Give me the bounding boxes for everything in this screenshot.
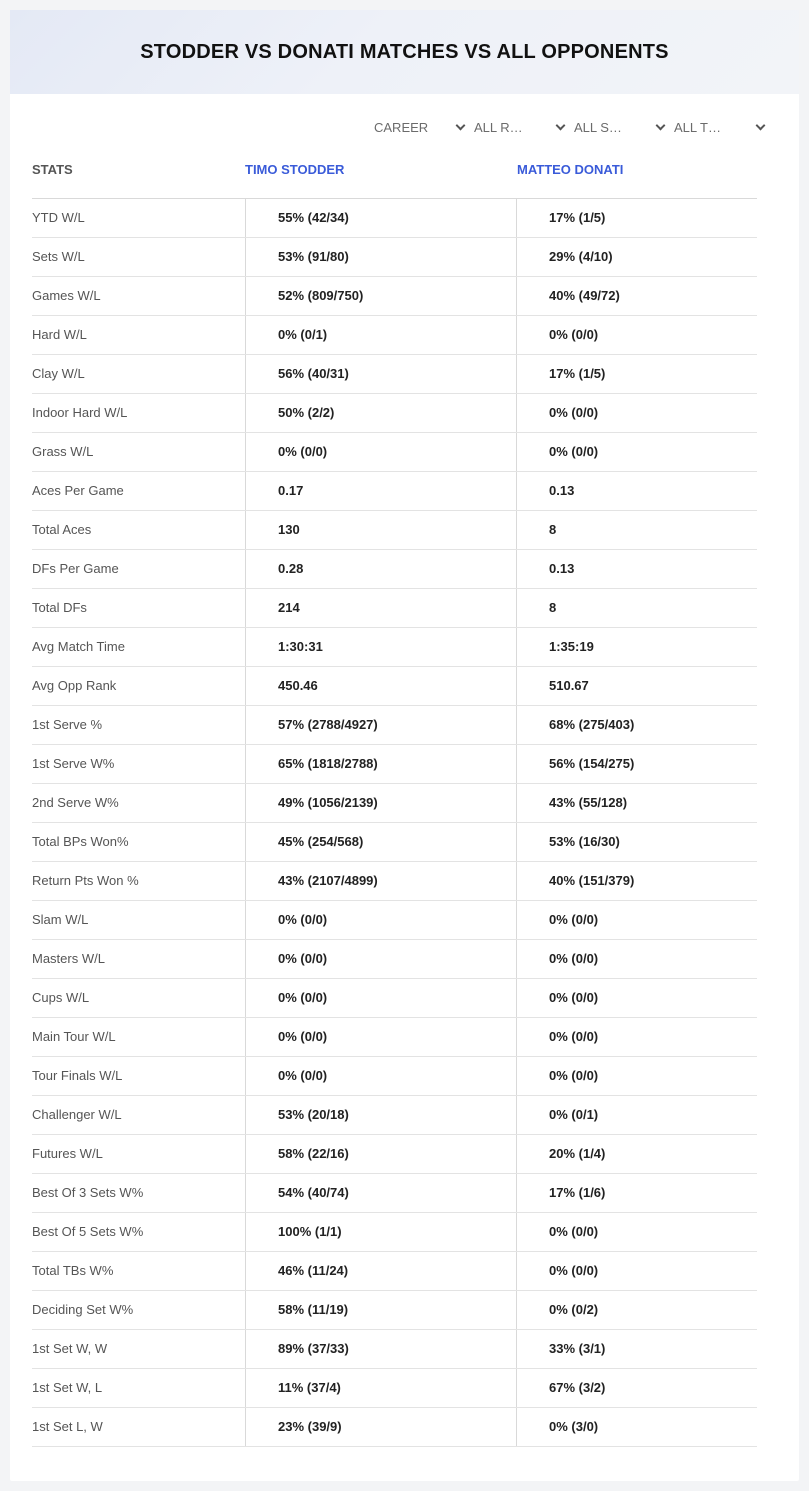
tournament-select-value: ALL T… <box>674 119 721 135</box>
round-select[interactable] <box>474 117 574 137</box>
stat-label: Best Of 3 Sets W% <box>32 1185 144 1200</box>
stat-label: Best Of 5 Sets W% <box>32 1224 144 1239</box>
surface-select-value: ALL S… <box>574 119 622 135</box>
player1-value: 56% (40/31) <box>245 355 517 393</box>
stat-label: Grass W/L <box>32 444 94 459</box>
stat-label: YTD W/L <box>32 210 85 225</box>
player2-value: 8 <box>516 589 757 627</box>
chevron-down-icon <box>656 120 666 130</box>
player1-value: 50% (2/2) <box>245 394 517 432</box>
table-row <box>32 940 757 979</box>
player1-value: 57% (2788/4927) <box>245 706 517 744</box>
table-row <box>32 1408 757 1447</box>
stat-label: Sets W/L <box>32 249 85 264</box>
player1-value: 58% (22/16) <box>245 1135 517 1173</box>
chevron-down-icon <box>756 120 766 130</box>
player2-value: 17% (1/6) <box>516 1174 757 1212</box>
stat-label: Aces Per Game <box>32 483 124 498</box>
player1-value: 23% (39/9) <box>245 1408 517 1446</box>
player2-value: 510.67 <box>516 667 757 705</box>
table-row <box>32 433 757 472</box>
player1-value: 54% (40/74) <box>245 1174 517 1212</box>
stat-label: Futures W/L <box>32 1146 103 1161</box>
table-row <box>32 979 757 1018</box>
table-row <box>32 901 757 940</box>
player2-value: 17% (1/5) <box>516 355 757 393</box>
table-row <box>32 862 757 901</box>
table-row <box>32 199 757 238</box>
table-header <box>32 160 757 198</box>
stat-label: Challenger W/L <box>32 1107 122 1122</box>
stat-label: 1st Serve W% <box>32 756 115 771</box>
table-row <box>32 1330 757 1369</box>
stat-label: Cups W/L <box>32 990 90 1005</box>
stat-label: Clay W/L <box>32 366 85 381</box>
table-row <box>32 1213 757 1252</box>
surface-select[interactable] <box>574 117 674 137</box>
player2-value: 0.13 <box>516 472 757 510</box>
table-row <box>32 1252 757 1291</box>
chevron-down-icon <box>556 120 566 130</box>
player1-value: 46% (11/24) <box>245 1252 517 1290</box>
stat-label: Total Aces <box>32 522 92 537</box>
stat-label: Games W/L <box>32 288 101 303</box>
player2-value: 40% (151/379) <box>516 862 757 900</box>
column-header-stats: STATS <box>32 162 73 177</box>
player2-value: 0% (0/0) <box>516 1213 757 1251</box>
player1-value: 0% (0/0) <box>245 901 517 939</box>
stat-label: Masters W/L <box>32 951 105 966</box>
player1-value: 11% (37/4) <box>245 1369 517 1407</box>
player2-value: 29% (4/10) <box>516 238 757 276</box>
table-row <box>32 355 757 394</box>
player1-value: 214 <box>245 589 517 627</box>
stat-label: 1st Set W, W <box>32 1341 108 1356</box>
stat-label: Hard W/L <box>32 327 87 342</box>
player2-value: 56% (154/275) <box>516 745 757 783</box>
table-row <box>32 1057 757 1096</box>
round-select-value: ALL R… <box>474 119 523 135</box>
player2-value: 20% (1/4) <box>516 1135 757 1173</box>
player1-value: 55% (42/34) <box>245 199 517 237</box>
player2-value: 8 <box>516 511 757 549</box>
player2-value: 17% (1/5) <box>516 199 757 237</box>
player1-value: 130 <box>245 511 517 549</box>
player2-value: 0% (0/0) <box>516 979 757 1017</box>
player2-value: 68% (275/403) <box>516 706 757 744</box>
player2-value: 0% (0/0) <box>516 433 757 471</box>
player1-value: 0% (0/0) <box>245 1057 517 1095</box>
stats-table <box>32 198 757 1447</box>
player2-value: 0% (0/1) <box>516 1096 757 1134</box>
table-row <box>32 472 757 511</box>
player1-value: 49% (1056/2139) <box>245 784 517 822</box>
table-row <box>32 745 757 784</box>
player1-value: 0.17 <box>245 472 517 510</box>
table-row <box>32 784 757 823</box>
table-row <box>32 1174 757 1213</box>
stat-label: Deciding Set W% <box>32 1302 134 1317</box>
stat-label: Avg Opp Rank <box>32 678 117 693</box>
tournament-select[interactable] <box>674 117 774 137</box>
table-row <box>32 511 757 550</box>
table-row <box>32 706 757 745</box>
player2-value: 43% (55/128) <box>516 784 757 822</box>
player1-value: 65% (1818/2788) <box>245 745 517 783</box>
player2-value: 0% (3/0) <box>516 1408 757 1446</box>
player2-value: 0% (0/0) <box>516 316 757 354</box>
player1-value: 0% (0/0) <box>245 1018 517 1056</box>
table-row <box>32 394 757 433</box>
player2-value: 0% (0/0) <box>516 940 757 978</box>
table-row <box>32 238 757 277</box>
stat-label: 1st Set L, W <box>32 1419 103 1434</box>
player1-value: 45% (254/568) <box>245 823 517 861</box>
stat-label: DFs Per Game <box>32 561 119 576</box>
player1-value: 1:30:31 <box>245 628 517 666</box>
table-row <box>32 823 757 862</box>
player1-value: 53% (91/80) <box>245 238 517 276</box>
player2-value: 0% (0/2) <box>516 1291 757 1329</box>
player1-value: 89% (37/33) <box>245 1330 517 1368</box>
table-row <box>32 316 757 355</box>
player1-value: 100% (1/1) <box>245 1213 517 1251</box>
player2-value: 1:35:19 <box>516 628 757 666</box>
stat-label: 2nd Serve W% <box>32 795 119 810</box>
player2-value: 67% (3/2) <box>516 1369 757 1407</box>
stat-label: Return Pts Won % <box>32 873 139 888</box>
stat-label: Tour Finals W/L <box>32 1068 123 1083</box>
stat-label: 1st Serve % <box>32 717 103 732</box>
table-row <box>32 277 757 316</box>
table-row <box>32 589 757 628</box>
table-row <box>32 1096 757 1135</box>
column-header-player1-link[interactable]: TIMO STODDER <box>245 162 345 177</box>
period-select-value: CAREER <box>374 119 429 135</box>
player1-value: 0% (0/0) <box>245 979 517 1017</box>
period-select[interactable] <box>374 117 474 137</box>
player1-value: 53% (20/18) <box>245 1096 517 1134</box>
table-row <box>32 1135 757 1174</box>
table-row <box>32 1291 757 1330</box>
filter-bar <box>374 117 774 137</box>
chevron-down-icon <box>456 120 466 130</box>
stat-label: 1st Set W, L <box>32 1380 103 1395</box>
column-header-player2-link[interactable]: MATTEO DONATI <box>517 162 624 177</box>
stat-label: Slam W/L <box>32 912 89 927</box>
player2-value: 0% (0/0) <box>516 1018 757 1056</box>
stat-label: Total DFs <box>32 600 87 615</box>
player2-value: 33% (3/1) <box>516 1330 757 1368</box>
player1-value: 0% (0/0) <box>245 940 517 978</box>
player2-value: 0% (0/0) <box>516 901 757 939</box>
table-row <box>32 628 757 667</box>
player2-value: 0.13 <box>516 550 757 588</box>
stat-label: Total TBs W% <box>32 1263 114 1278</box>
player1-value: 0.28 <box>245 550 517 588</box>
table-row <box>32 1369 757 1408</box>
stat-label: Avg Match Time <box>32 639 125 654</box>
player2-value: 53% (16/30) <box>516 823 757 861</box>
page-title: STODDER VS DONATI MATCHES VS ALL OPPONENTS <box>140 40 669 63</box>
stat-label: Main Tour W/L <box>32 1029 116 1044</box>
card-header <box>10 10 799 94</box>
player2-value: 0% (0/0) <box>516 394 757 432</box>
table-row <box>32 667 757 706</box>
player1-value: 450.46 <box>245 667 517 705</box>
player1-value: 52% (809/750) <box>245 277 517 315</box>
stat-label: Total BPs Won% <box>32 834 129 849</box>
player1-value: 43% (2107/4899) <box>245 862 517 900</box>
player2-value: 0% (0/0) <box>516 1252 757 1290</box>
player1-value: 0% (0/1) <box>245 316 517 354</box>
player1-value: 0% (0/0) <box>245 433 517 471</box>
player1-value: 58% (11/19) <box>245 1291 517 1329</box>
stat-label: Indoor Hard W/L <box>32 405 128 420</box>
player2-value: 0% (0/0) <box>516 1057 757 1095</box>
table-row <box>32 1018 757 1057</box>
player2-value: 40% (49/72) <box>516 277 757 315</box>
table-row <box>32 550 757 589</box>
